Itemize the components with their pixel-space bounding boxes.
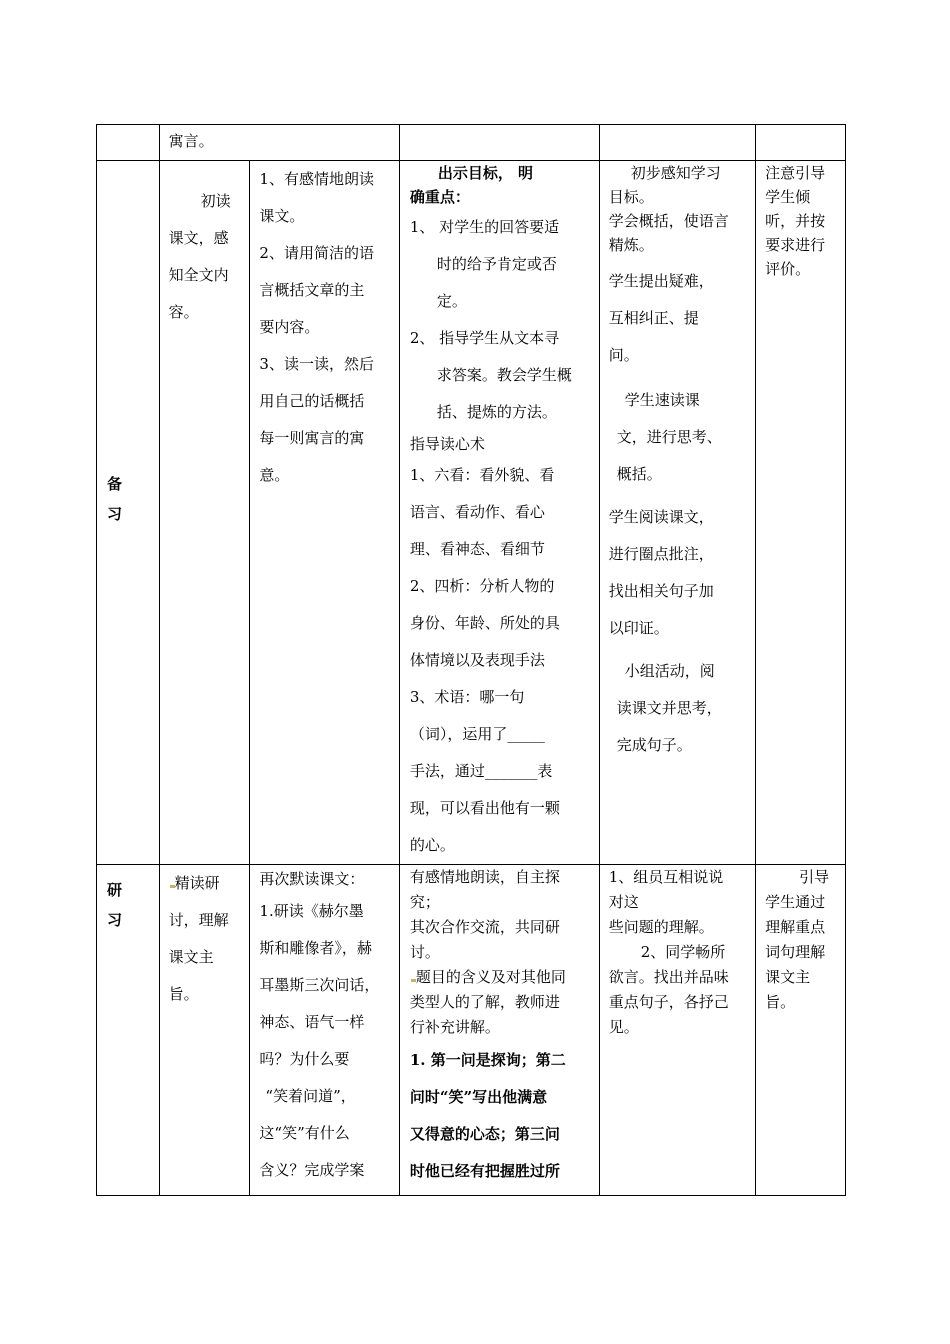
stage-cell: [97, 125, 160, 161]
text-line: 概括。: [616, 465, 662, 483]
stage-cell: [97, 865, 160, 1196]
text-line: 引导: [799, 868, 830, 886]
text-line: 指导读心术: [409, 435, 485, 453]
text-line: 耳墨斯三次问话，: [259, 976, 380, 994]
text-line: 讨。: [409, 943, 440, 961]
text-line: 用自己的话概括: [259, 392, 365, 410]
text-line: 含义？完成学案: [259, 1161, 365, 1179]
stage-cell: [97, 161, 160, 865]
text-line: 学生提出疑难，: [608, 272, 714, 290]
text-line: 神态、语气一样: [259, 1013, 365, 1031]
text-line: 言概括文章的主: [259, 281, 365, 299]
note-text: [756, 865, 845, 1015]
text-line: 要求进行: [765, 236, 826, 254]
text-fragment: 精读研: [174, 874, 220, 892]
text-line: 精炼。: [608, 236, 654, 254]
text-line: 1、六看：看外貌、看: [409, 466, 555, 484]
text-line: 类型人的了解，教师进: [409, 993, 560, 1011]
text-line: [410, 965, 599, 990]
teacher-body: [410, 209, 599, 431]
text-line: 听，并按: [765, 212, 826, 230]
goal-cell: [159, 125, 399, 161]
note-cell: [756, 161, 846, 865]
text-line: 容。: [168, 303, 199, 321]
table-row-study: [97, 865, 846, 1196]
text-line: 学生速读课: [624, 391, 700, 409]
table-row-continuation: [97, 125, 846, 161]
text-line: 初步感知学习: [630, 164, 721, 182]
text-line: 文，进行思考、: [616, 428, 722, 446]
text-line: 课文，感: [168, 229, 229, 247]
text-line: 吗？为什么要: [259, 1050, 350, 1068]
teacher-text: [400, 161, 599, 864]
text-line: 语言、看动作、看心: [409, 503, 545, 521]
text-line: （词），运用了_____: [409, 725, 545, 743]
text-line: 欲言。找出并品味: [608, 968, 729, 986]
text-line: 现，可以看出他有一颗: [409, 799, 560, 817]
stage-label: [97, 161, 159, 529]
student-top: [609, 161, 755, 257]
text-line: 理、看神态、看细节: [409, 540, 545, 558]
text-line: 斯和雕像者》，赫: [259, 939, 372, 957]
text-line: 每一则寓言的寓: [259, 429, 365, 447]
text-line: 旨。: [765, 993, 796, 1011]
text-line: 求答案。教会学生概: [436, 366, 572, 384]
teacher-body: [410, 865, 599, 1040]
stage-char: 习: [107, 911, 123, 929]
text-line: 时的给予肯定或否: [436, 255, 557, 273]
student-cell: [599, 125, 755, 161]
text-line: 2、同学畅所: [640, 943, 726, 961]
text-line: 要内容。: [259, 318, 320, 336]
teacher-cell: [399, 125, 599, 161]
text-line: 学生倾: [765, 188, 811, 206]
teacher-answer: [410, 1040, 599, 1190]
text-line: 3、读一读，然后: [259, 355, 374, 373]
text-line: 其次合作交流，共同研: [409, 918, 560, 936]
student-cell: [599, 161, 755, 865]
text-line: 小组活动，阅: [624, 662, 715, 680]
text-line: 对这: [608, 893, 639, 911]
text-line: 问。: [608, 346, 639, 364]
text-line: 课文。: [259, 207, 305, 225]
text-line: 词句理解: [765, 943, 826, 961]
text-line: 时他已经有把握胜过所: [409, 1162, 560, 1180]
text-line: 再次默读课文：: [259, 870, 365, 888]
text-line: 又得意的心态；第三问: [409, 1125, 560, 1143]
content-body: [259, 893, 398, 1189]
text-line: [169, 865, 250, 902]
text-line: “笑着问道”，: [265, 1087, 356, 1105]
text-line: 初读: [200, 192, 231, 210]
text-line: 理解重点: [765, 918, 826, 936]
text-line: 评价。: [765, 260, 811, 278]
goal-text: [160, 161, 250, 331]
text-line: 找出相关句子加: [608, 582, 714, 600]
note-cell: [756, 865, 846, 1196]
content-text: [250, 865, 398, 1189]
teacher-text: [400, 865, 599, 1190]
student-body: [609, 257, 755, 764]
text-line: 意。: [259, 466, 290, 484]
text-line: 的心。: [409, 836, 455, 854]
goal-cell: [159, 161, 250, 865]
student-cell: [599, 865, 755, 1196]
text-line: 注意引导: [765, 164, 826, 182]
text-line: 3、术语：哪一句: [409, 688, 525, 706]
content-text: [250, 161, 398, 494]
note-text: [756, 161, 845, 281]
text-line: 学生阅读课文，: [608, 508, 714, 526]
text-line: 完成句子。: [616, 736, 692, 754]
text-line: 1. 第一问是探询；第二: [409, 1051, 566, 1069]
text-line: 学会概括，使语言: [608, 212, 729, 230]
text-line: 互相纠正、提: [608, 309, 699, 327]
text-line: 些问题的理解。: [608, 918, 714, 936]
text-line: 以印证。: [608, 619, 669, 637]
text-line: 学生通过: [765, 893, 826, 911]
text-line: 读课文并思考，: [616, 699, 722, 717]
text-line: 2、 指导学生从文本寻: [409, 329, 560, 347]
note-cell: [756, 125, 846, 161]
student-text: [600, 865, 755, 1040]
text-line: 体情境以及表现手法: [409, 651, 545, 669]
student-text: [600, 161, 755, 764]
stage-char: 习: [107, 505, 123, 523]
goal-text: 寓言。: [168, 132, 214, 150]
text-line: 问时“笑”写出他满意: [409, 1088, 548, 1106]
text-line: 课文主: [765, 968, 811, 986]
text-line: 知全文内: [168, 266, 229, 284]
teacher-cell: [399, 865, 599, 1196]
stage-char: 研: [107, 881, 123, 899]
text-line: 究；: [409, 893, 440, 911]
content-cell: [250, 161, 399, 865]
text-line: 1、有感情地朗读: [259, 170, 374, 188]
text-line: 手法，通过_______表: [409, 762, 553, 780]
text-line: 括、提炼的方法。: [436, 403, 557, 421]
text-line: 这“笑”有什么: [259, 1124, 350, 1142]
text-line: 有感情地朗读，自主探: [409, 868, 560, 886]
text-line: 重点句子，各抒己: [608, 993, 729, 1011]
text-line: 2、四析：分析人物的: [409, 577, 555, 595]
text-fragment: 题目的含义及对其他同: [415, 968, 566, 986]
text-line: 2、请用简洁的语: [259, 244, 374, 262]
table-row-preview: [97, 161, 846, 865]
goal-cell: [159, 865, 250, 1196]
text-line: 讨，理解: [168, 911, 229, 929]
stage-label: [97, 865, 159, 935]
teacher-heading: [410, 161, 599, 209]
lesson-plan-table: [96, 124, 846, 1196]
teacher-cell: [399, 161, 599, 865]
text-line: 1、组员互相说说: [608, 868, 724, 886]
text-line: 定。: [436, 292, 467, 310]
text-line: 身份、年龄、所处的具: [409, 614, 560, 632]
text-line: 确重点：: [409, 188, 470, 206]
text-line: 出示目标， 明: [437, 164, 534, 182]
goal-text: [160, 865, 250, 1013]
content-cell: [250, 865, 399, 1196]
text-line: 课文主: [168, 948, 214, 966]
text-line: 行补充讲解。: [409, 1018, 500, 1036]
text-line: 旨。: [168, 985, 199, 1003]
text-line: 见。: [608, 1018, 639, 1036]
text-line: 1、 对学生的回答要适: [409, 218, 560, 236]
text-line: 目标。: [608, 188, 654, 206]
text-line: 1.研读《赫尔墨: [259, 902, 364, 920]
text-line: 进行圈点批注，: [608, 545, 714, 563]
stage-char: 备: [107, 475, 123, 493]
reading-guide: [410, 431, 599, 864]
